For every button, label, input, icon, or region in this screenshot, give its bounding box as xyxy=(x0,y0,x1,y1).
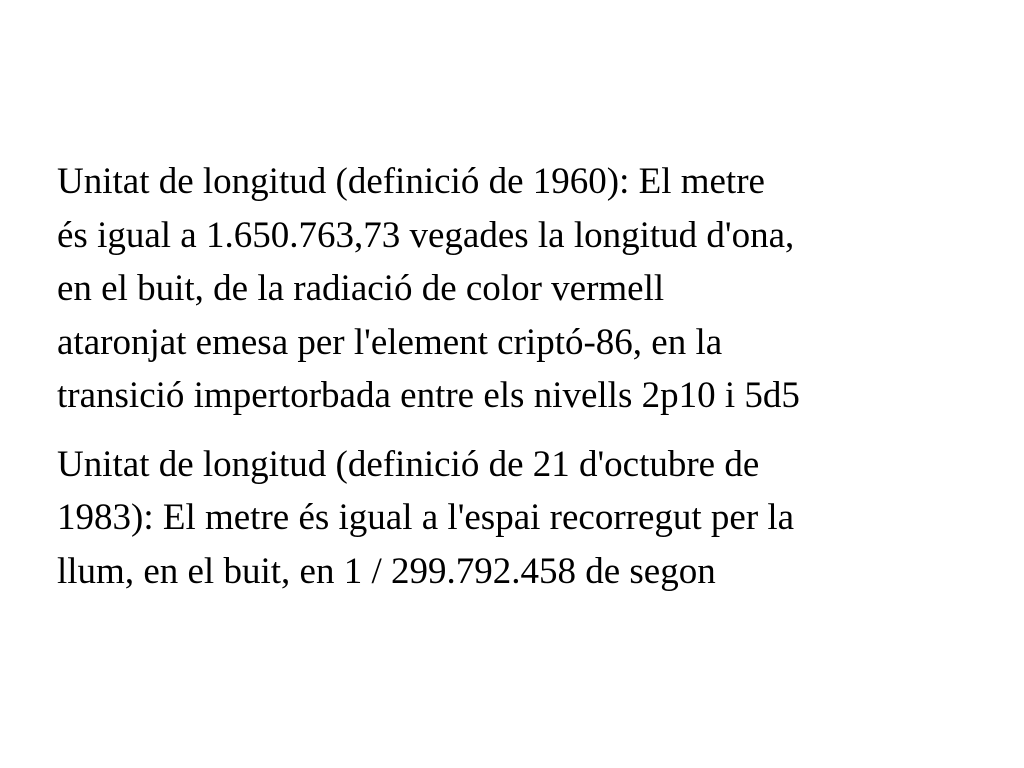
text-line: en el buit, de la radiació de color vermell xyxy=(57,268,665,309)
slide-content xyxy=(57,155,977,598)
text-line: transició impertorbada entre els nivells 2p10 i 5d5 xyxy=(57,375,800,416)
text-line: Unitat de longitud (definició de 1960): El metre xyxy=(57,161,765,202)
text-line: Unitat de longitud (definició de 21 d'octubre de xyxy=(57,443,760,485)
text-line: 1983): El metre és igual a l'espai recorregut per la xyxy=(57,497,795,538)
text-line: ataronjat emesa per l'element criptó-86, en la xyxy=(57,321,723,363)
text-line: llum, en el buit, en 1 / 299.792.458 de segon xyxy=(57,550,716,592)
definition-1983-paragraph xyxy=(57,438,977,599)
text-line: és igual a 1.650.763,73 vegades la longitud d'ona, xyxy=(57,214,795,256)
definition-1960-paragraph xyxy=(57,155,977,423)
